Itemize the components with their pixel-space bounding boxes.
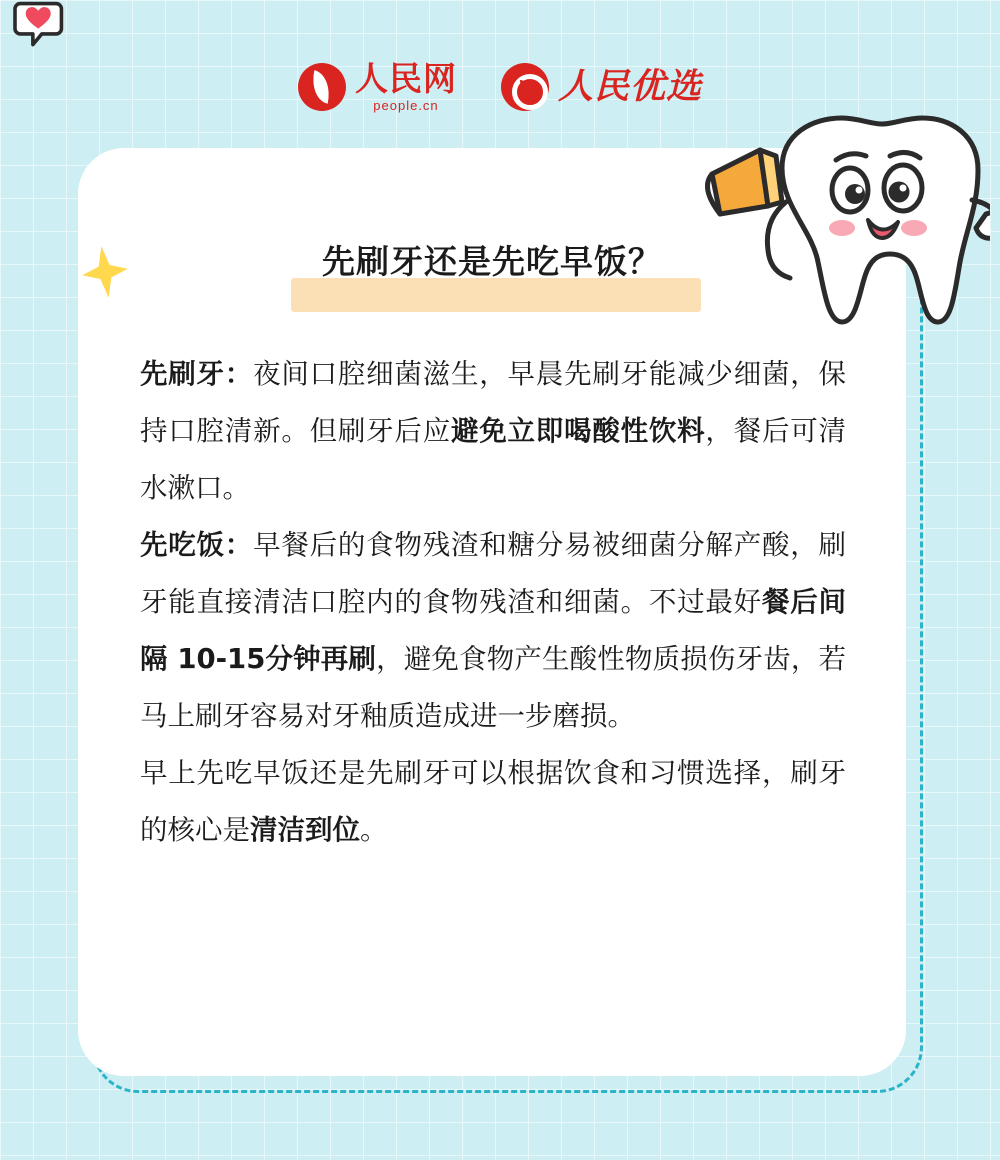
megaphone-icon <box>708 150 783 214</box>
text-emphasis: 避免立即喝酸性饮料 <box>450 415 706 447</box>
people-cn-logo-en-text: people.cn <box>373 98 439 113</box>
renmin-youxuan-logo-cn-text: 人民优选 <box>557 66 702 107</box>
text-emphasis: 先吃饭： <box>140 529 254 561</box>
text-emphasis: 清洁到位 <box>250 814 360 846</box>
text-run: 夜间口腔细菌滋生，早晨先刷牙能减少细菌，保持口腔清新。但刷牙后应 <box>140 358 847 447</box>
people-cn-logo-icon <box>298 63 346 111</box>
heart-bubble-icon <box>12 0 68 50</box>
renmin-youxuan-logo-icon <box>501 63 549 111</box>
text-run: 早餐后的食物残渣和糖分易被细菌分解产酸，刷牙能直接清洁口腔内的食物残渣和细菌。不过最好 <box>140 529 847 618</box>
people-cn-logo-cn-text: 人民网 <box>354 59 457 98</box>
text-emphasis: 餐后间隔 10-15分钟再刷 <box>140 586 847 675</box>
text-emphasis: 先刷牙： <box>140 358 254 390</box>
people-cn-logo <box>298 59 457 113</box>
text-run: ，餐后可清水漱口。 <box>140 415 847 504</box>
paragraph-2 <box>140 517 846 745</box>
text-run: ，避免食物产生酸性物质损伤牙齿，若马上刷牙容易对牙釉质造成进一步磨损。 <box>140 643 847 732</box>
tooth-mascot-icon <box>690 110 990 360</box>
article-body <box>140 346 846 859</box>
page-title: 先刷牙还是先吃早饭？ <box>322 242 662 281</box>
text-run: 早上先吃早饭还是先刷牙可以根据饮食和习惯选择，刷牙的核心是 <box>140 757 846 846</box>
text-run: 。 <box>360 814 388 846</box>
paragraph-3 <box>140 745 846 859</box>
renmin-youxuan-logo <box>501 63 702 111</box>
title-highlight-bar <box>291 278 701 312</box>
paragraph-1 <box>140 346 846 517</box>
